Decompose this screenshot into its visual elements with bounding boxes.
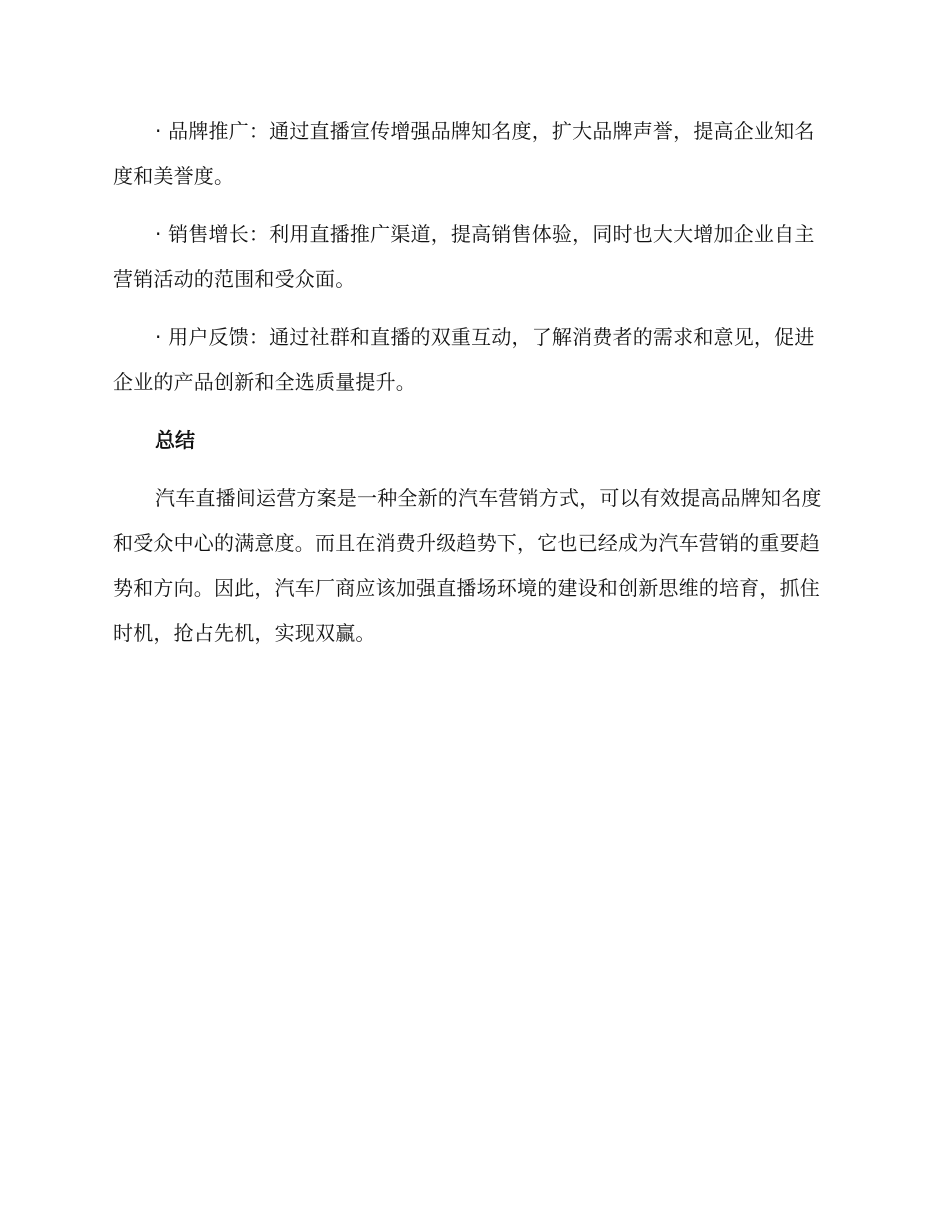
bullet-user-feedback: · 用户反馈：通过社群和直播的双重互动，了解消费者的需求和意见，促进企业的产品创新和全选质量提升。	[113, 325, 815, 394]
summary-heading: 总结	[155, 428, 195, 452]
bullet-brand-promotion: · 品牌推广：通过直播宣传增强品牌知名度，扩大品牌声誉，提高企业知名度和美誉度。	[113, 119, 815, 188]
bullet-sales-growth: · 销售增长：利用直播推广渠道，提高销售体验，同时也大大增加企业自主营销活动的范围和受众面。	[113, 222, 815, 291]
document-page	[113, 109, 831, 656]
summary-paragraph: 汽车直播间运营方案是一种全新的汽车营销方式，可以有效提高品牌知名度和受众中心的满意度。而且在消费升级趋势下，它也已经成为汽车营销的重要趋势和方向。因此，汽车厂商应该加强直播场环境的建设和创新思维的培育，抓住时机，抢占先机，实现双赢。	[113, 486, 822, 645]
